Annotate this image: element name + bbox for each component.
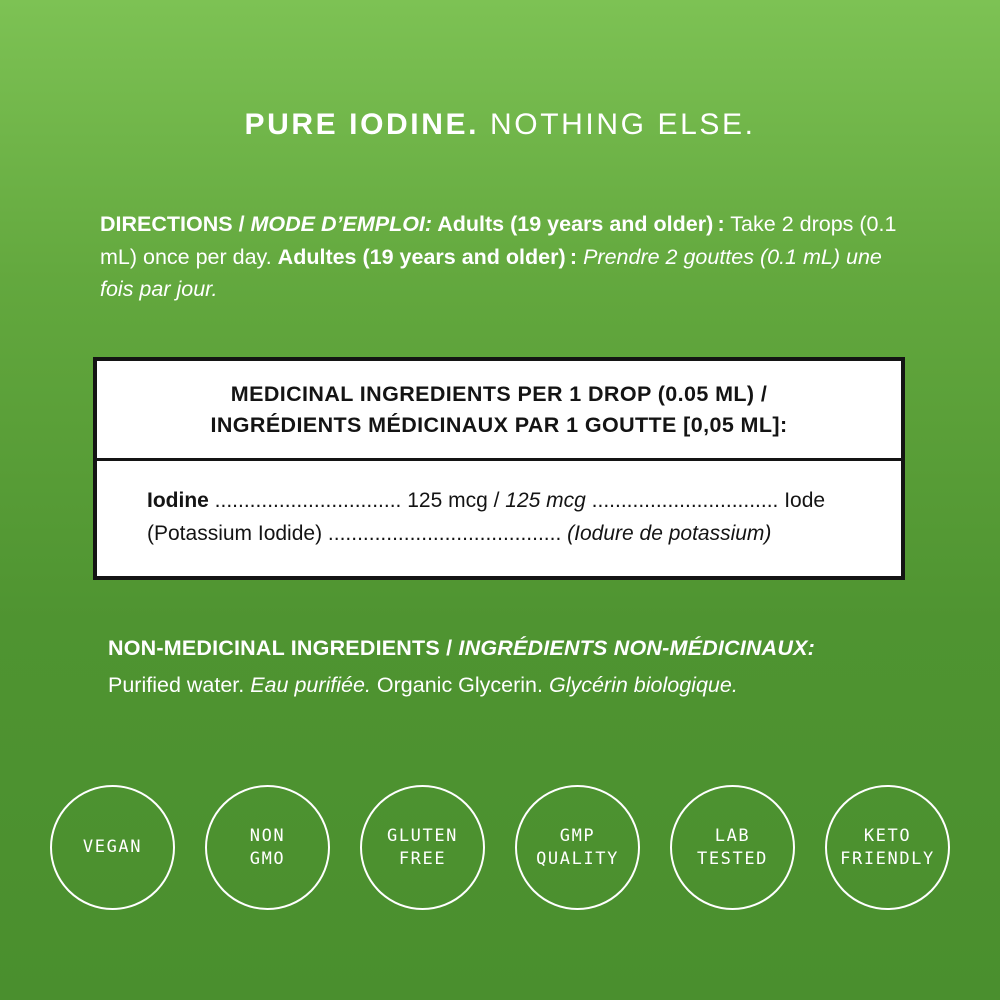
directions-audience-en: Adults (19 years and older) :	[432, 212, 725, 236]
panel-body	[97, 461, 901, 576]
badge-vegan	[50, 785, 175, 910]
badge-vegan-line-1: VEGAN	[82, 837, 143, 858]
directions-label-en: DIRECTIONS	[100, 212, 233, 236]
leader-dots-left: ................................	[208, 489, 408, 513]
badge-keto-friendly-line-2: FRIENDLY	[840, 848, 935, 869]
badge-non-gmo-line-2: GMO	[249, 848, 286, 869]
badge-keto-friendly-line-1: KETO	[863, 826, 912, 847]
badge-gluten-free	[360, 785, 485, 910]
non-medicinal-label-en: NON-MEDICINAL INGREDIENTS	[108, 636, 440, 660]
non-medicinal-body	[108, 669, 938, 702]
badge-keto-friendly	[825, 785, 950, 910]
non-medicinal-label-fr: INGRÉDIENTS NON-MÉDICINAUX:	[458, 636, 815, 660]
directions-block	[100, 208, 910, 306]
medicinal-ingredients-panel	[93, 357, 905, 580]
page-title	[0, 0, 1000, 142]
leader-dots-right: ................................	[585, 489, 785, 513]
non-medicinal-item-1-en: Purified water.	[108, 673, 251, 698]
badge-lab-tested-line-1: LAB	[714, 826, 751, 847]
page-title-bold: PURE IODINE.	[244, 108, 480, 141]
ingredient-row-source	[123, 518, 875, 551]
ingredient-name-en: Iodine	[147, 489, 209, 513]
non-medicinal-item-2-fr: Glycérin biologique.	[548, 673, 738, 698]
badge-gluten-free-line-1: GLUTEN	[386, 826, 458, 847]
certification-badges	[50, 785, 950, 910]
badge-gluten-free-line-2: FREE	[398, 848, 447, 869]
ingredient-row-primary	[123, 485, 875, 518]
directions-label-fr: MODE D’EMPLOI:	[250, 212, 433, 236]
badge-lab-tested	[670, 785, 795, 910]
page-title-light: NOTHING ELSE.	[479, 108, 756, 141]
badge-lab-tested-line-2: TESTED	[696, 848, 768, 869]
panel-heading-line-1: MEDICINAL INGREDIENTS PER 1 DROP (0.05 ML) /	[230, 382, 768, 406]
directions-separator: /	[232, 212, 251, 236]
non-medicinal-title	[108, 632, 938, 665]
directions-audience-fr: Adultes (19 years and older) :	[277, 244, 578, 269]
ingredient-source-en: (Potassium Iodide)	[147, 521, 323, 545]
badge-non-gmo	[205, 785, 330, 910]
non-medicinal-separator: /	[439, 636, 459, 660]
badge-gmp-quality	[515, 785, 640, 910]
panel-heading	[97, 361, 901, 461]
ingredient-amount-en: 125 mcg	[407, 489, 488, 513]
ingredient-name-fr: Iode	[784, 489, 826, 513]
directions-text-en: Take 2 drops (0.1 mL) once per day.	[100, 212, 897, 269]
badge-non-gmo-line-1: NON	[249, 826, 286, 847]
badge-gmp-quality-line-1: GMP	[559, 826, 596, 847]
ingredient-amount-fr: 125 mcg	[505, 489, 586, 513]
ingredient-source-fr: (Iodure de potassium)	[567, 521, 772, 545]
non-medicinal-item-2-en: Organic Glycerin.	[370, 673, 549, 698]
directions-text-fr: Prendre 2 gouttes (0.1 mL) une fois par jour.	[100, 244, 882, 302]
non-medicinal-ingredients-block	[108, 632, 938, 703]
badge-gmp-quality-line-2: QUALITY	[536, 848, 619, 869]
non-medicinal-item-1-fr: Eau purifiée.	[250, 673, 371, 698]
panel-heading-line-2: INGRÉDIENTS MÉDICINAUX PAR 1 GOUTTE [0,05 ML]:	[210, 412, 788, 437]
leader-dots-source: ........................................	[322, 521, 568, 545]
amount-separator: /	[487, 489, 506, 513]
